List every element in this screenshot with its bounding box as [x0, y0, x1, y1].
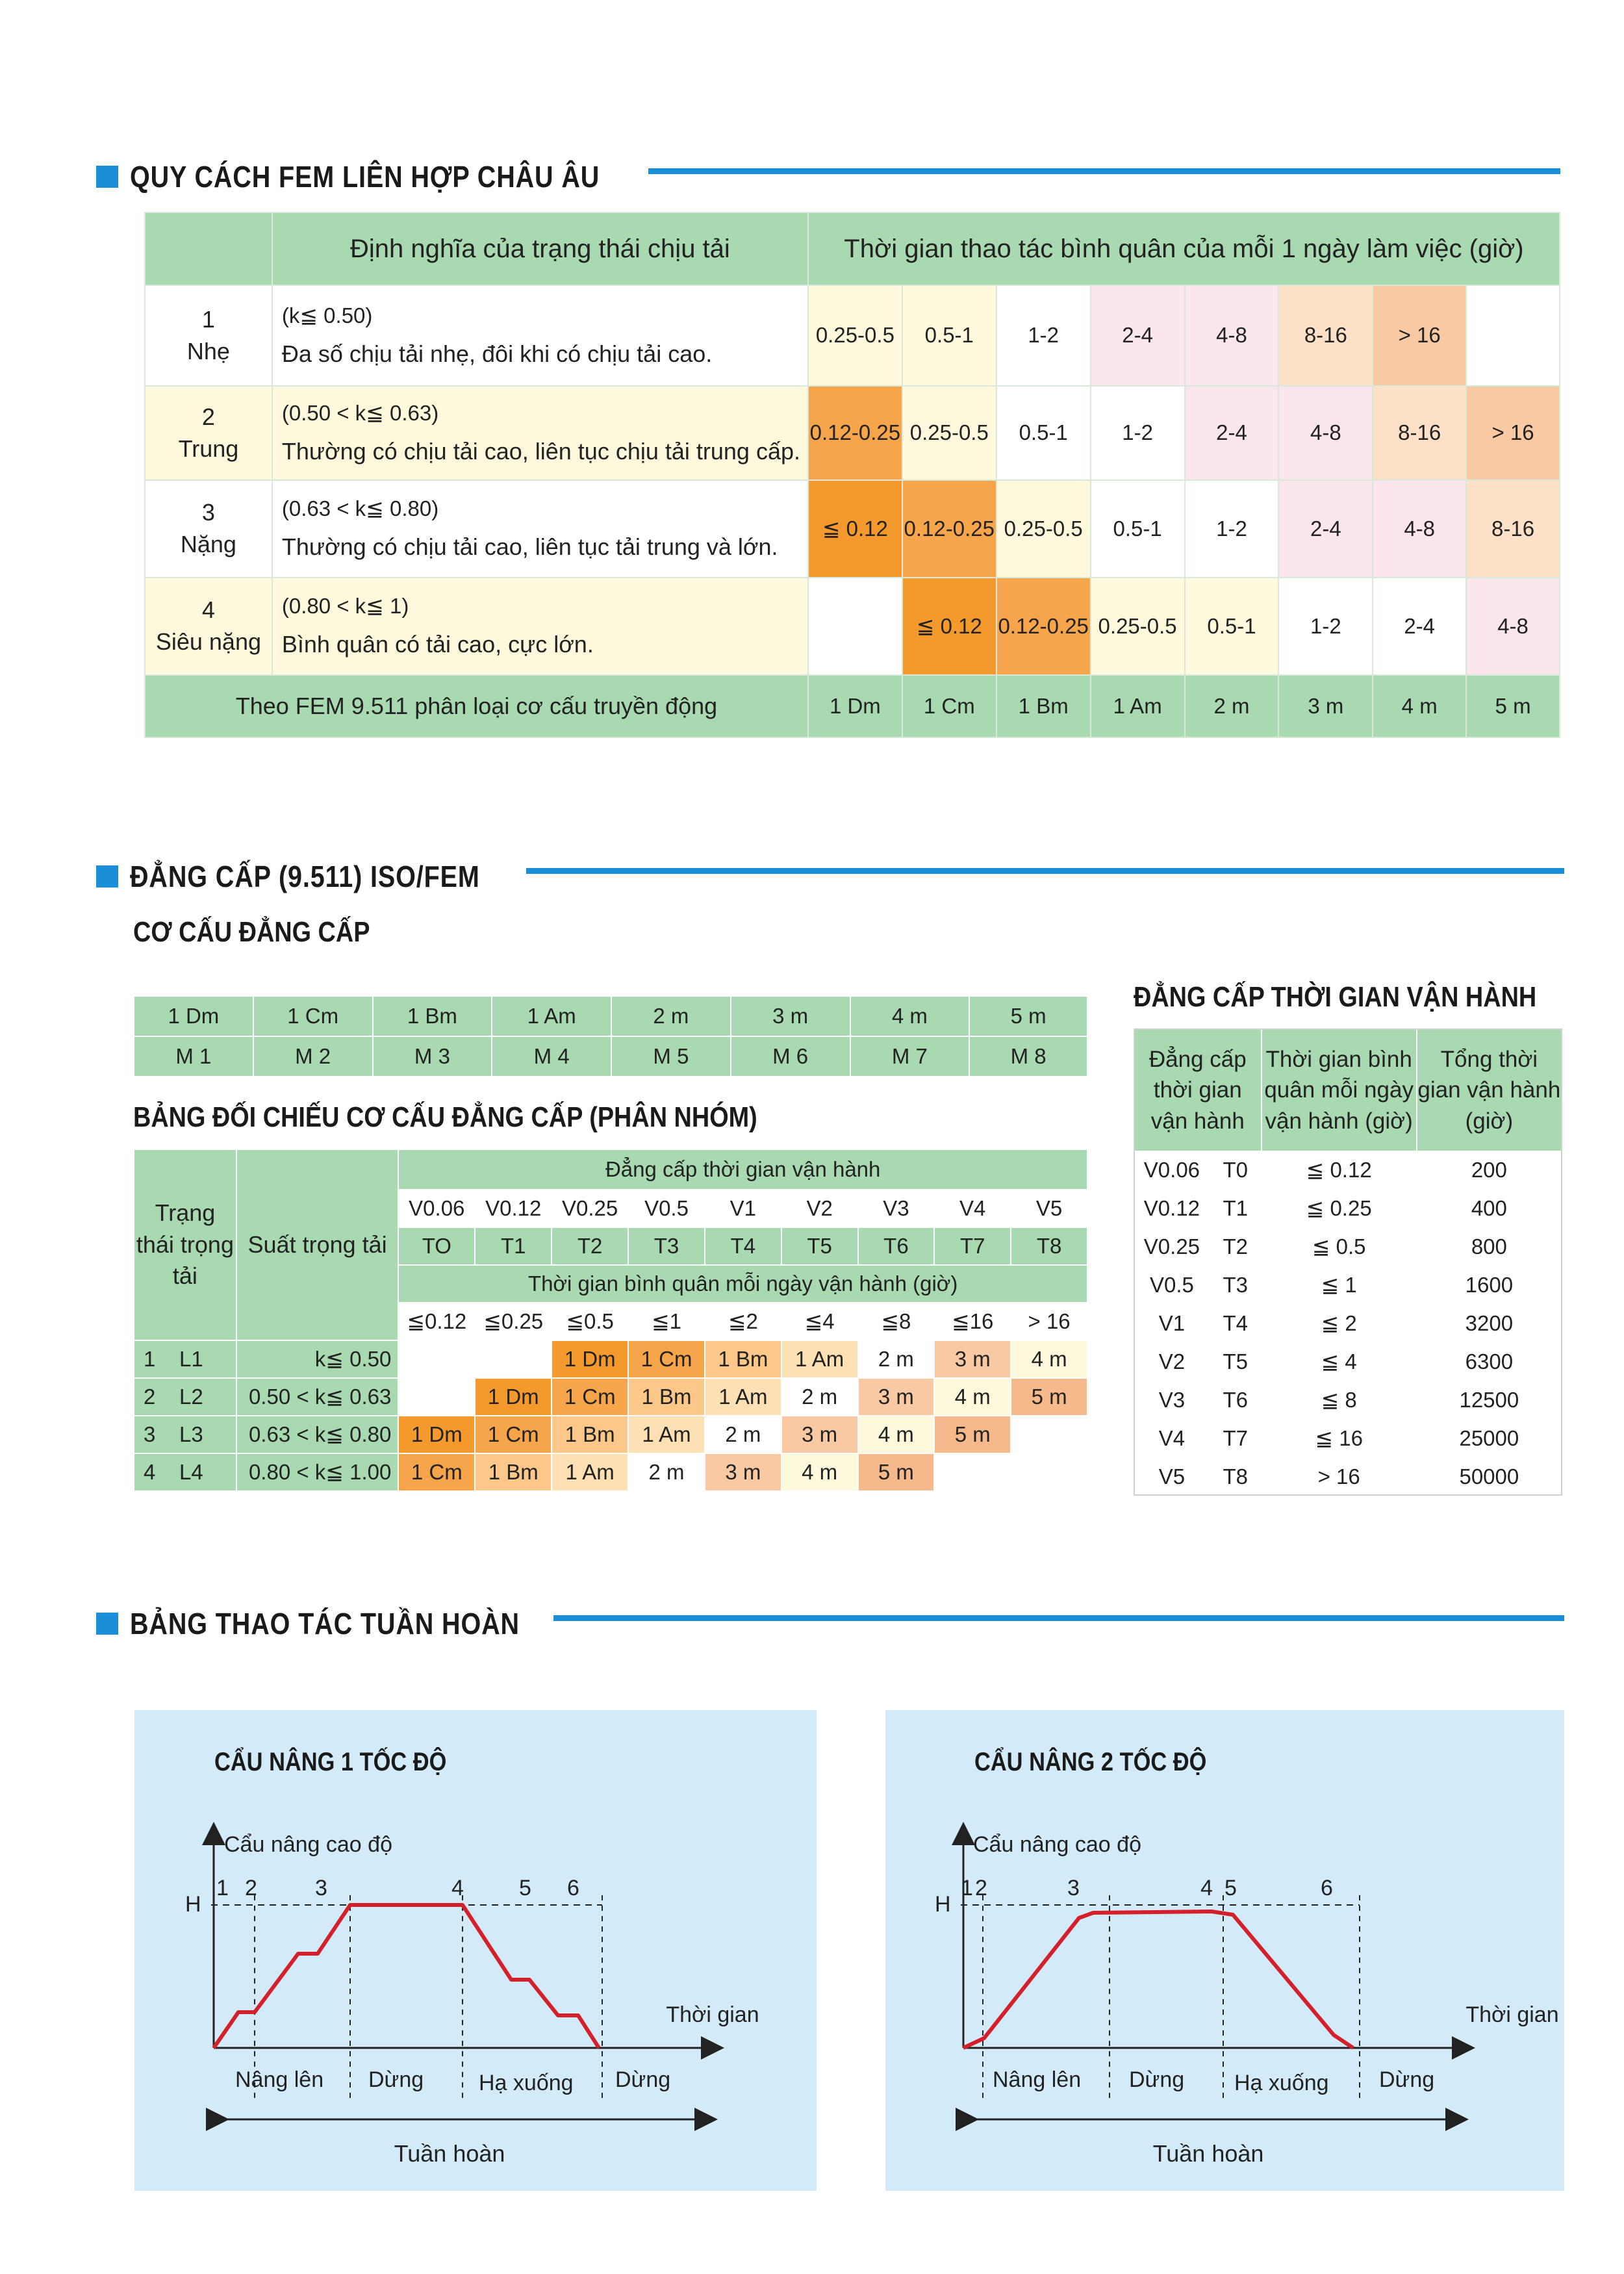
fem-row-name: Nặng — [180, 531, 236, 557]
fem-header-definition: Định nghĩa của trạng thái chịu tải — [272, 212, 808, 285]
section-title-iso — [96, 859, 537, 894]
cmp-cell: 4 m — [934, 1378, 1011, 1416]
map-iso: M 7 — [850, 1036, 970, 1077]
fem-class: 5 m — [1466, 675, 1560, 737]
cmp-cell — [398, 1378, 475, 1416]
cmp-cell: 4 m — [781, 1453, 858, 1491]
section-divider — [648, 168, 1560, 174]
cmp-cell: 1 Am — [705, 1378, 781, 1416]
section-bullet-icon — [96, 1613, 118, 1635]
fem-cell: 1-2 — [1185, 480, 1279, 578]
op-total: 1600 — [1417, 1266, 1562, 1305]
cmp-avg: ≦1 — [628, 1303, 705, 1340]
point-label: 5 — [1224, 1876, 1237, 1900]
op-total: 3200 — [1417, 1305, 1562, 1343]
map-fem: 2 m — [611, 996, 731, 1036]
map-fem: 4 m — [850, 996, 970, 1036]
phase-label: Nâng lên — [993, 2067, 1082, 2092]
fem-table — [144, 212, 1560, 738]
cmp-cell: 4 m — [858, 1416, 935, 1453]
cmp-row-label — [134, 1416, 236, 1453]
op-t: T2 — [1210, 1228, 1262, 1266]
op-total: 800 — [1417, 1228, 1562, 1266]
cmp-avg: > 16 — [1011, 1303, 1087, 1340]
point-label: 2 — [245, 1876, 257, 1900]
fem-header-blank — [145, 212, 272, 285]
cmp-t: TO — [398, 1227, 475, 1265]
op-header-avg: Thời gian bình quân mỗi ngày vận hành (giờ) — [1262, 1029, 1417, 1151]
fem-class: 1 Am — [1091, 675, 1185, 737]
op-total: 200 — [1417, 1151, 1562, 1190]
op-v: V1 — [1134, 1305, 1210, 1343]
x-axis-label: Thời gian — [666, 2002, 759, 2027]
op-v: V4 — [1134, 1420, 1210, 1458]
op-t: T7 — [1210, 1420, 1262, 1458]
fem-row-desc: Bình quân có tải cao, cực lớn. — [281, 631, 594, 658]
op-total: 400 — [1417, 1190, 1562, 1228]
section-title-text: BẢNG THAO TÁC TUẦN HOÀN — [130, 1607, 520, 1641]
cmp-cell: 1 Am — [628, 1416, 705, 1453]
cmp-cell: 2 m — [858, 1340, 935, 1378]
fem-row-name: Nhẹ — [186, 337, 230, 364]
cmp-header-load: Suất trọng tải — [236, 1149, 399, 1340]
map-iso: M 6 — [731, 1036, 850, 1077]
fem-row — [145, 480, 1560, 578]
fem-class: 3 m — [1278, 675, 1373, 737]
cycle-chart-single-speed — [134, 1710, 817, 2191]
phase-points — [216, 1876, 579, 1900]
cmp-cell — [475, 1340, 552, 1378]
fem-row-k: (0.80 < k≦ 1) — [281, 594, 409, 619]
cmp-v: V0.5 — [628, 1190, 705, 1227]
fem-row — [145, 386, 1560, 480]
cmp-row-num: 3 — [144, 1422, 156, 1446]
fem-cell: 1-2 — [1278, 578, 1373, 675]
x-axis-label: Thời gian — [1465, 2002, 1559, 2027]
op-total: 6300 — [1417, 1343, 1562, 1381]
cmp-t: T1 — [475, 1227, 552, 1265]
op-total: 25000 — [1417, 1420, 1562, 1458]
sub-title-operating-time: ĐẲNG CẤP THỜI GIAN VẬN HÀNH — [1134, 981, 1537, 1013]
point-label: 4 — [451, 1876, 464, 1900]
phase-points — [961, 1876, 1333, 1900]
fem-cell: 0.25-0.5 — [808, 285, 902, 386]
fem-cell: ≦ 0.12 — [808, 480, 902, 578]
chart-title-single-speed: CẨU NÂNG 1 TỐC ĐỘ — [214, 1748, 447, 1776]
op-avg: ≦ 1 — [1262, 1266, 1417, 1305]
cycle-label: Tuần hoàn — [1152, 2140, 1264, 2167]
fem-cell: 4-8 — [1373, 480, 1466, 578]
point-label: 3 — [1067, 1876, 1080, 1900]
cmp-cell: 2 m — [705, 1416, 781, 1453]
cmp-row-label — [134, 1453, 236, 1491]
map-fem: 1 Am — [492, 996, 611, 1036]
fem-row — [145, 285, 1560, 386]
cmp-v: V5 — [1011, 1190, 1087, 1227]
section-divider — [553, 1615, 1564, 1621]
fem-row-desc: Đa số chịu tải nhẹ, đôi khi có chịu tải cao. — [281, 340, 713, 367]
fem-cell: 0.5-1 — [1185, 578, 1279, 675]
cmp-header-state: Trạng thái trọng tải — [134, 1149, 236, 1340]
op-t: T0 — [1210, 1151, 1262, 1190]
cmp-header-time: Đẳng cấp thời gian vận hành — [398, 1149, 1087, 1190]
phase-labels — [993, 2067, 1434, 2095]
y-axis-label: Cẩu nâng cao độ — [973, 1832, 1141, 1857]
cmp-cell: 3 m — [858, 1378, 935, 1416]
cmp-v: V0.06 — [398, 1190, 475, 1227]
cmp-cell: 1 Cm — [552, 1378, 628, 1416]
point-label: 2 — [975, 1876, 987, 1900]
op-v: V5 — [1134, 1458, 1210, 1496]
phase-label: Nâng lên — [235, 2067, 324, 2092]
cmp-row-num: 4 — [144, 1459, 156, 1484]
cmp-v: V1 — [705, 1190, 781, 1227]
point-label: 5 — [519, 1876, 531, 1900]
cmp-header-avg: Thời gian bình quân mỗi ngày vận hành (giờ) — [398, 1265, 1087, 1303]
cmp-v: V0.25 — [552, 1190, 628, 1227]
point-label: 6 — [1321, 1876, 1333, 1900]
phase-label: Dừng — [368, 2067, 424, 2092]
cmp-row-num: 2 — [144, 1384, 156, 1409]
op-t: T6 — [1210, 1381, 1262, 1420]
cmp-cell: 1 Bm — [628, 1378, 705, 1416]
map-fem: 1 Cm — [253, 996, 373, 1036]
section-title-cycle — [96, 1606, 583, 1641]
cmp-cell: 5 m — [858, 1453, 935, 1491]
op-t: T4 — [1210, 1305, 1262, 1343]
cmp-cell: 1 Cm — [628, 1340, 705, 1378]
cmp-cell: 1 Cm — [475, 1416, 552, 1453]
cmp-row-l: L1 — [179, 1346, 203, 1371]
cmp-cell: 1 Dm — [475, 1378, 552, 1416]
op-avg: ≦ 0.12 — [1262, 1151, 1417, 1190]
fem-class: 4 m — [1373, 675, 1466, 737]
fem-cell — [1466, 285, 1560, 386]
cmp-cell: 4 m — [1011, 1340, 1087, 1378]
cmp-t: T2 — [552, 1227, 628, 1265]
phase-label: Dừng — [615, 2067, 671, 2092]
fem-row-num: 2 — [201, 403, 215, 430]
op-v: V0.25 — [1134, 1228, 1210, 1266]
cmp-v: V2 — [781, 1190, 858, 1227]
phase-label: Hạ xuống — [1234, 2071, 1329, 2095]
h-label: H — [185, 1892, 201, 1917]
op-avg: ≦ 0.5 — [1262, 1228, 1417, 1266]
cmp-v: V0.12 — [475, 1190, 552, 1227]
point-label: 1 — [961, 1876, 973, 1900]
cmp-avg: ≦0.25 — [475, 1303, 552, 1340]
fem-row-desc: Thường có chịu tải cao, liên tục tải trung và lớn. — [281, 533, 778, 561]
map-fem: 1 Dm — [134, 996, 253, 1036]
fem-cell: > 16 — [1466, 386, 1560, 480]
op-row — [1134, 1420, 1562, 1458]
cmp-cell: 1 Dm — [398, 1416, 475, 1453]
lift-profile-curve — [963, 1911, 1353, 2048]
section-title-text: QUY CÁCH FEM LIÊN HỢP CHÂU ÂU — [130, 160, 600, 194]
cmp-row-k: 0.80 < k≦ 1.00 — [236, 1453, 399, 1491]
h-label: H — [935, 1892, 951, 1917]
sub-title-mechanism: CƠ CẤU ĐẲNG CẤP — [133, 916, 370, 948]
cmp-row-k: 0.50 < k≦ 0.63 — [236, 1378, 399, 1416]
cmp-t: T8 — [1011, 1227, 1087, 1265]
op-avg: ≦ 16 — [1262, 1420, 1417, 1458]
cmp-row — [134, 1378, 1087, 1416]
cmp-row-l: L4 — [179, 1459, 203, 1484]
section-bullet-icon — [96, 166, 118, 188]
op-avg: ≦ 2 — [1262, 1305, 1417, 1343]
fem-cell: 2-4 — [1185, 386, 1279, 480]
fem-cell: 0.12-0.25 — [808, 386, 902, 480]
fem-row-k: (0.50 < k≦ 0.63) — [281, 400, 439, 425]
point-label: 3 — [315, 1876, 327, 1900]
cmp-row-l: L3 — [179, 1422, 203, 1446]
cmp-v: V4 — [934, 1190, 1011, 1227]
cmp-cell: 2 m — [628, 1453, 705, 1491]
fem-cell: 4-8 — [1278, 386, 1373, 480]
cmp-cell — [398, 1340, 475, 1378]
chart-title-two-speed: CẨU NÂNG 2 TỐC ĐỘ — [974, 1748, 1207, 1776]
fem-cell: 0.12-0.25 — [996, 578, 1091, 675]
cmp-avg: ≦0.12 — [398, 1303, 475, 1340]
cmp-cell — [1011, 1416, 1087, 1453]
fem-cell: 0.25-0.5 — [1091, 578, 1185, 675]
section-title-fem — [96, 159, 676, 194]
fem-header-time: Thời gian thao tác bình quân của mỗi 1 ngày làm việc (giờ) — [808, 212, 1560, 285]
fem-cell: > 16 — [1373, 285, 1466, 386]
fem-cell: 0.12-0.25 — [902, 480, 996, 578]
op-total: 50000 — [1417, 1458, 1562, 1496]
cmp-row — [134, 1340, 1087, 1378]
section-bullet-icon — [96, 865, 118, 888]
op-avg: ≦ 8 — [1262, 1381, 1417, 1420]
op-row — [1134, 1458, 1562, 1496]
section-divider — [526, 868, 1564, 874]
cmp-row-label — [134, 1340, 236, 1378]
fem-row-name: Siêu nặng — [155, 628, 261, 655]
fem-row-num: 1 — [201, 305, 215, 333]
fem-row-k: (0.63 < k≦ 0.80) — [281, 496, 439, 521]
point-label: 1 — [216, 1876, 229, 1900]
op-avg: ≦ 4 — [1262, 1343, 1417, 1381]
cmp-row-k: k≦ 0.50 — [236, 1340, 399, 1378]
fem-cell: 4-8 — [1466, 578, 1560, 675]
fem-cell: 1-2 — [996, 285, 1091, 386]
cmp-cell: 3 m — [934, 1340, 1011, 1378]
phase-label: Hạ xuống — [479, 2071, 574, 2095]
cmp-row-k: 0.63 < k≦ 0.80 — [236, 1416, 399, 1453]
map-iso: M 8 — [969, 1036, 1087, 1077]
phase-label: Dừng — [1129, 2067, 1185, 2092]
op-v: V0.06 — [1134, 1151, 1210, 1190]
op-row — [1134, 1381, 1562, 1420]
fem-row-num: 4 — [201, 596, 215, 624]
cmp-t: T3 — [628, 1227, 705, 1265]
cmp-avg: ≦16 — [934, 1303, 1011, 1340]
cmp-v: V3 — [858, 1190, 935, 1227]
comparison-table — [133, 1149, 1088, 1492]
op-t: T1 — [1210, 1190, 1262, 1228]
fem-class: 2 m — [1185, 675, 1279, 737]
cmp-cell: 3 m — [705, 1453, 781, 1491]
operating-time-table — [1134, 1028, 1562, 1497]
cmp-t: T7 — [934, 1227, 1011, 1265]
cmp-t: T4 — [705, 1227, 781, 1265]
op-v: V3 — [1134, 1381, 1210, 1420]
cmp-cell: 5 m — [1011, 1378, 1087, 1416]
op-header-total: Tổng thời gian vận hành (giờ) — [1417, 1029, 1562, 1151]
fem-cell: 8-16 — [1373, 386, 1466, 480]
map-iso: M 5 — [611, 1036, 731, 1077]
point-label: 6 — [567, 1876, 579, 1900]
section-title-text: ĐẲNG CẤP (9.511) ISO/FEM — [130, 860, 480, 893]
op-t: T8 — [1210, 1458, 1262, 1496]
op-total: 12500 — [1417, 1381, 1562, 1420]
map-iso: M 1 — [134, 1036, 253, 1077]
fem-cell: 0.5-1 — [1091, 480, 1185, 578]
op-row — [1134, 1151, 1562, 1190]
cmp-t: T6 — [858, 1227, 935, 1265]
op-t: T3 — [1210, 1266, 1262, 1305]
op-header-class: Đẳng cấp thời gian vận hành — [1134, 1029, 1262, 1151]
fem-cell: 2-4 — [1091, 285, 1185, 386]
cmp-row-l: L2 — [179, 1384, 203, 1409]
fem-cell: 8-16 — [1466, 480, 1560, 578]
op-v: V0.12 — [1134, 1190, 1210, 1228]
cmp-row-label — [134, 1378, 236, 1416]
cmp-cell — [934, 1453, 1011, 1491]
cmp-cell: 1 Dm — [552, 1340, 628, 1378]
point-label: 4 — [1200, 1876, 1213, 1900]
fem-cell: 2-4 — [1373, 578, 1466, 675]
fem-cell: 4-8 — [1185, 285, 1279, 386]
op-row — [1134, 1228, 1562, 1266]
op-row — [1134, 1266, 1562, 1305]
map-iso: M 4 — [492, 1036, 611, 1077]
fem-cell: 0.25-0.5 — [996, 480, 1091, 578]
cmp-cell: 3 m — [781, 1416, 858, 1453]
fem-class: 1 Dm — [808, 675, 902, 737]
cycle-label: Tuần hoàn — [394, 2140, 505, 2167]
fem-cell: 1-2 — [1091, 386, 1185, 480]
cmp-cell: 5 m — [934, 1416, 1011, 1453]
fem-row-desc: Thường có chịu tải cao, liên tục chịu tải trung cấp. — [281, 437, 800, 465]
fem-cell: 2-4 — [1278, 480, 1373, 578]
op-v: V0.5 — [1134, 1266, 1210, 1305]
op-avg: ≦ 0.25 — [1262, 1190, 1417, 1228]
map-fem: 5 m — [969, 996, 1087, 1036]
cmp-cell: 1 Bm — [705, 1340, 781, 1378]
op-row — [1134, 1305, 1562, 1343]
cmp-cell: 1 Am — [781, 1340, 858, 1378]
fem-class: 1 Cm — [902, 675, 996, 737]
cmp-cell: 2 m — [781, 1378, 858, 1416]
cmp-avg: ≦2 — [705, 1303, 781, 1340]
op-row — [1134, 1190, 1562, 1228]
phase-labels — [235, 2067, 670, 2095]
class-map-table — [133, 995, 1088, 1077]
cmp-cell — [1011, 1453, 1087, 1491]
fem-cell: 0.25-0.5 — [902, 386, 996, 480]
map-fem: 1 Bm — [373, 996, 492, 1036]
cmp-row — [134, 1416, 1087, 1453]
fem-cell: 8-16 — [1278, 285, 1373, 386]
fem-footer-label: Theo FEM 9.511 phân loại cơ cấu truyền động — [145, 675, 808, 737]
op-v: V2 — [1134, 1343, 1210, 1381]
map-iso: M 3 — [373, 1036, 492, 1077]
cmp-avg: ≦8 — [858, 1303, 935, 1340]
cmp-row-num: 1 — [144, 1346, 156, 1371]
map-fem: 3 m — [731, 996, 850, 1036]
cmp-t: T5 — [781, 1227, 858, 1265]
map-iso: M 2 — [253, 1036, 373, 1077]
cmp-cell: 1 Cm — [398, 1453, 475, 1491]
op-row — [1134, 1343, 1562, 1381]
fem-cell — [808, 578, 902, 675]
fem-cell: ≦ 0.12 — [902, 578, 996, 675]
cmp-avg: ≦0.5 — [552, 1303, 628, 1340]
sub-title-comparison: BẢNG ĐỐI CHIẾU CƠ CẤU ĐẲNG CẤP (PHÂN NHÓM) — [133, 1101, 757, 1133]
fem-row — [145, 578, 1560, 675]
cmp-cell: 1 Bm — [552, 1416, 628, 1453]
phase-label: Dừng — [1379, 2067, 1435, 2092]
fem-cell: 0.5-1 — [902, 285, 996, 386]
fem-class: 1 Bm — [996, 675, 1091, 737]
fem-row-num: 3 — [201, 499, 215, 526]
fem-row-name: Trung — [178, 435, 239, 462]
cmp-cell: 1 Am — [552, 1453, 628, 1491]
cycle-chart-two-speed — [885, 1710, 1564, 2191]
op-avg: > 16 — [1262, 1458, 1417, 1496]
cmp-cell: 1 Bm — [475, 1453, 552, 1491]
cmp-avg: ≦4 — [781, 1303, 858, 1340]
cmp-row — [134, 1453, 1087, 1491]
fem-cell: 0.5-1 — [996, 386, 1091, 480]
lift-profile-curve — [214, 1905, 599, 2048]
y-axis-label: Cẩu nâng cao độ — [224, 1832, 392, 1857]
fem-row-k: (k≦ 0.50) — [281, 303, 373, 327]
op-t: T5 — [1210, 1343, 1262, 1381]
